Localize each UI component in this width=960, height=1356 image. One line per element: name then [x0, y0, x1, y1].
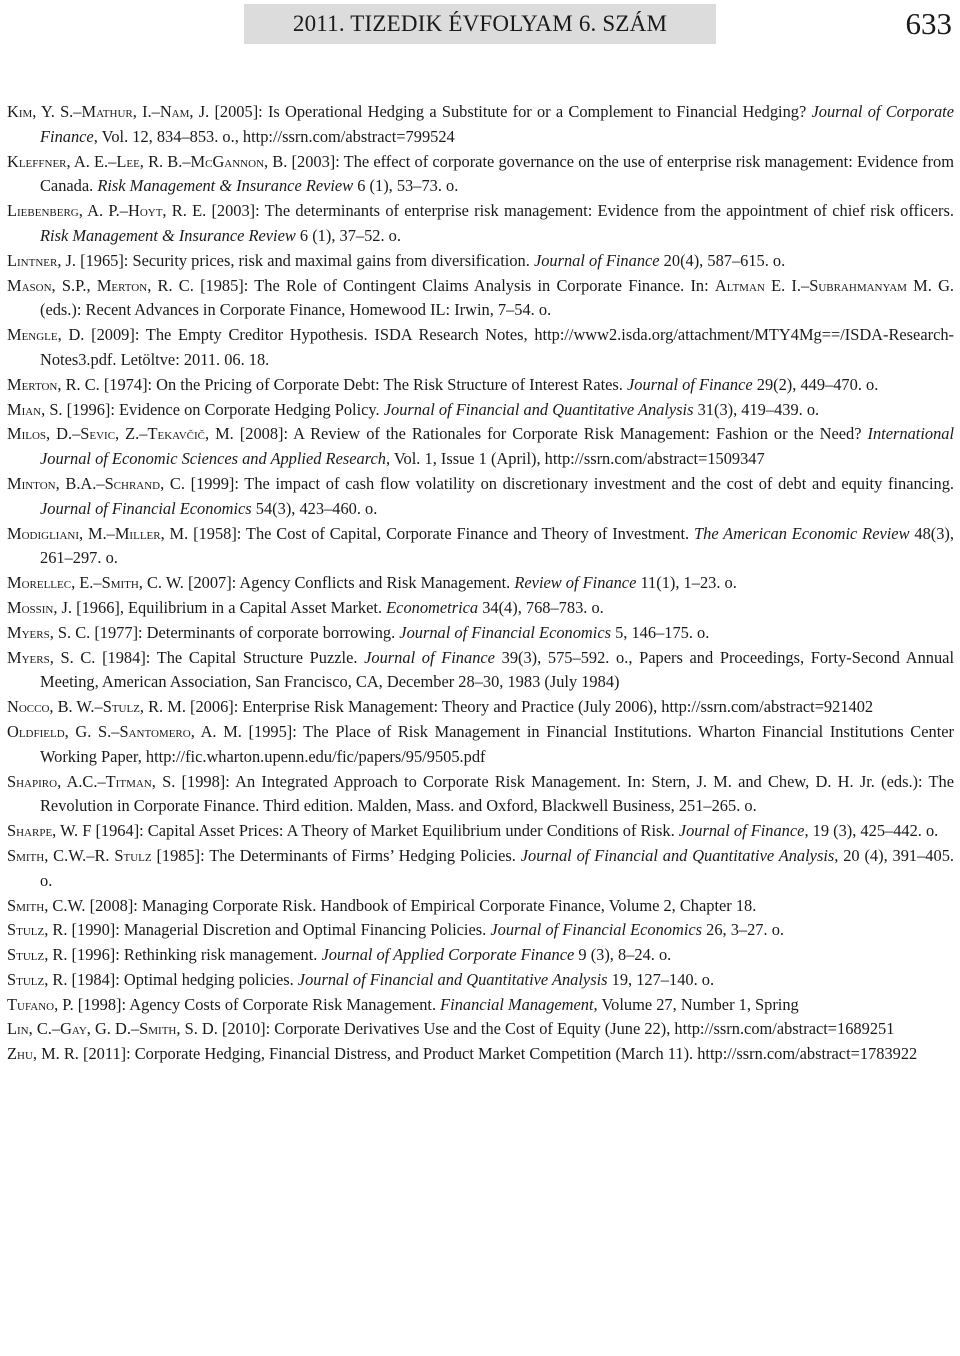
reference-entry: [7, 274, 954, 324]
reference-text: [2008]: A Review of the Rationales for Corporate Risk Management: Fashion or the Need?: [233, 424, 868, 444]
reference-journal: Review of Finance: [514, 573, 637, 593]
reference-entry: [7, 323, 954, 373]
reference-text: [1958]: The Cost of Capital, Corporate Finance and Theory of Investment.: [188, 523, 695, 543]
reference-entry: [7, 422, 954, 472]
reference-author: Sharpe, W. F: [7, 821, 92, 841]
reference-entry: [7, 993, 954, 1018]
reference-entry: [7, 199, 954, 249]
reference-author: Merton, R. C.: [7, 374, 100, 394]
reference-journal: Journal of Corporate Finance: [40, 102, 955, 146]
reference-text: –: [151, 102, 160, 121]
reference-text: [1999]: The impact of cash flow volatility on discretionary investment and the cost of debt and equity financing.: [184, 473, 955, 493]
reference-journal: Econometrica: [386, 597, 479, 617]
reference-text: [1984]: The Capital Structure Puzzle.: [95, 647, 365, 667]
reference-journal: Risk Management & Insurance Review: [97, 176, 354, 196]
reference-text: 19, 127–140. o.: [607, 969, 715, 989]
reference-entry: [7, 819, 954, 844]
reference-author: Miller, M.: [114, 523, 189, 543]
reference-author: Myers, S. C.: [7, 647, 96, 667]
reference-text: 48(3), 261–297. o.: [40, 523, 954, 568]
reference-entry: [7, 100, 954, 150]
reference-author: Smith, S. D.: [139, 1019, 218, 1039]
reference-text: [1996]: Evidence on Corporate Hedging Policy.: [62, 399, 384, 419]
reference-entry: [7, 1042, 954, 1067]
page-number: 633: [905, 6, 952, 41]
reference-entry: [7, 571, 954, 596]
reference-entry: [7, 472, 954, 522]
reference-text: [1965]: Security prices, risk and maximal gains from diversification.: [76, 250, 534, 270]
reference-text: [1996]: Rethinking risk management.: [67, 945, 322, 965]
reference-author: Altman E. I.: [714, 275, 801, 295]
reference-text: –: [51, 1019, 61, 1039]
reference-entry: [7, 720, 954, 770]
reference-text: 5, 146–175. o.: [610, 622, 710, 642]
reference-author: Santomero, A. M.: [119, 721, 242, 741]
reference-author: Myers, S. C.: [7, 622, 91, 642]
reference-journal: Journal of Applied Corporate Finance: [321, 945, 575, 965]
reference-text: –: [97, 771, 106, 791]
reference-entry: [7, 150, 954, 200]
reference-author: Hoyt, R. E.: [127, 201, 207, 221]
journal-issue-label: 2011. TIZEDIK ÉVFOLYAM 6. SZÁM: [292, 11, 668, 36]
reference-entry: [7, 844, 954, 894]
reference-text: –: [93, 573, 102, 593]
reference-entry: [7, 596, 954, 621]
reference-author: Lee, R. B.: [116, 151, 183, 171]
reference-text: 26, 3–27. o.: [702, 920, 784, 940]
reference-text: –: [182, 151, 191, 171]
reference-text: –: [111, 721, 120, 741]
reference-author: Lin, C.: [7, 1019, 52, 1039]
reference-text: 6 (1), 53–73. o.: [353, 176, 459, 196]
reference-text: –: [801, 275, 810, 295]
reference-author: Mian, S.: [7, 399, 63, 419]
reference-text: [1984]: Optimal hedging policies.: [67, 969, 298, 989]
reference-entry: [7, 373, 954, 398]
reference-author: Gay, G. D.: [60, 1019, 131, 1039]
reference-author: Mengle, D.: [7, 325, 85, 345]
reference-author: Mathur, I.: [81, 102, 152, 121]
reference-author: Tekavčič, M.: [147, 424, 234, 444]
reference-author: Smith, C. W.: [101, 573, 184, 593]
reference-text: 31(3), 419–439. o.: [693, 399, 820, 419]
reference-journal: Journal of Financial Economics: [399, 622, 611, 642]
reference-author: Stulz, R.: [7, 969, 68, 989]
reference-text: , 20 (4), 391–405. o.: [40, 845, 954, 890]
reference-author: Lintner, J.: [7, 250, 77, 270]
reference-text: –: [139, 424, 148, 444]
reference-author: Shapiro, A.C.: [7, 771, 98, 791]
reference-entry: [7, 894, 954, 919]
reference-author: Modigliani, M.: [7, 523, 107, 543]
reference-text: [2003]: The effect of corporate governance on the use of enterprise risk management: Evidence from Canada.: [40, 151, 954, 196]
reference-text: [1990]: Managerial Discretion and Optimal Financing Policies.: [67, 920, 491, 940]
reference-journal: Journal of Finance: [678, 821, 805, 841]
reference-text: [2007]: Agency Conflicts and Risk Management.: [183, 573, 515, 593]
reference-text: [1985]: The Determinants of Firms’ Hedging Policies.: [151, 845, 521, 865]
reference-entry: [7, 943, 954, 968]
reference-author: McGannon, B.: [190, 151, 288, 171]
reference-text: –: [119, 201, 128, 221]
reference-author: Stulz, R. M.: [102, 697, 186, 717]
reference-entry: [7, 522, 954, 572]
reference-author: Kim, Y. S.: [7, 102, 74, 121]
reference-journal: Journal of Finance: [627, 374, 753, 394]
reference-text: –: [94, 697, 103, 717]
reference-text: [2008]: Managing Corporate Risk. Handbook of Empirical Corporate Finance, Volume 2, Chapter 18.: [85, 895, 757, 915]
reference-journal: Risk Management & Insurance Review: [40, 225, 296, 245]
reference-text: , Volume 27, Number 1, Spring: [593, 994, 799, 1014]
reference-text: [1977]: Determinants of corporate borrowing.: [90, 622, 400, 642]
reference-text: –: [106, 523, 115, 543]
reference-text: [1995]: The Place of Risk Management in Financial Institutions. Wharton Financial Institutions Center Working Paper, http://fic.wharton.upenn.edu/fic/papers/95/9505.pdf: [40, 721, 954, 766]
reference-entry: [7, 621, 954, 646]
reference-text: –: [73, 102, 82, 121]
reference-entry: [7, 398, 954, 423]
reference-text: [2009]: The Empty Creditor Hypothesis. ISDA Research Notes, http://www2.isda.org/attachment/MTY4Mg==/ISDA-Research-Notes3.pdf. Letöltve: 2011. 06. 18.: [40, 325, 954, 369]
reference-author: Kleffner, A. E.: [7, 151, 109, 171]
reference-text: 9 (3), 8–24. o.: [574, 945, 672, 965]
reference-journal: Journal of Financial Economics: [490, 920, 703, 940]
reference-author: Sevic, Z.: [80, 424, 140, 444]
reference-author: Tufano, P.: [7, 994, 74, 1014]
reference-entry: [7, 695, 954, 720]
reference-text: 20(4), 587–615. o.: [659, 250, 786, 270]
reference-author: Titman, S.: [105, 771, 176, 791]
reference-author: Merton, R. C.: [96, 275, 194, 295]
reference-text: , 19 (3), 425–442. o.: [804, 821, 939, 841]
reference-text: [1974]: On the Pricing of Corporate Debt: The Risk Structure of Interest Rates.: [99, 374, 628, 394]
reference-author: Milos, D.: [7, 424, 73, 444]
reference-author: Smith, C.W.: [7, 845, 87, 865]
reference-journal: Financial Management: [440, 994, 594, 1014]
reference-entry: [7, 770, 954, 820]
reference-author: Mason, S.P.: [7, 275, 87, 295]
reference-text: [1998]: Agency Costs of Corporate Risk Management.: [73, 994, 441, 1014]
reference-text: ,: [86, 275, 97, 295]
reference-author: Minton, B.A.: [7, 473, 97, 493]
reference-text: (eds.): Recent Advances in Corporate Finance, Homewood IL: Irwin, 7–54. o.: [40, 300, 552, 320]
reference-author: Schrand, C.: [104, 473, 185, 493]
reference-text: [1998]: An Integrated Approach to Corporate Risk Management. In: Stern, J. M. and Chew, D. H. Jr. (eds.): The Revolution in Corporate Finance. Third edition. Malden, Mass. and Oxford, Blackwell Business, 251–265. o.: [40, 771, 954, 816]
reference-author: Smith, C.W.: [7, 895, 86, 915]
reference-author: Liebenberg, A. P.: [7, 201, 120, 221]
reference-text: 54(3), 423–460. o.: [251, 498, 378, 518]
reference-author: Nocco, B. W.: [7, 697, 95, 717]
reference-entry: [7, 646, 954, 696]
reference-text: [1964]: Capital Asset Prices: A Theory of Market Equilibrium under Conditions of Risk.: [91, 821, 679, 841]
reference-entry: [7, 968, 954, 993]
reference-journal: Journal of Financial and Quantitative Analysis: [520, 845, 835, 865]
reference-text: [2005]: Is Operational Hedging a Substitute for or a Complement to Financial Hedging?: [209, 102, 812, 121]
reference-author: Mossin, J.: [7, 597, 73, 617]
reference-journal: Journal of Finance: [533, 250, 660, 270]
reference-journal: The American Economic Review: [694, 523, 910, 543]
reference-text: [1985]: The Role of Contingent Claims Analysis in Corporate Finance. In:: [193, 275, 715, 295]
reference-journal: Journal of Financial and Quantitative Analysis: [383, 399, 694, 419]
reference-author: Stulz, R.: [7, 945, 68, 965]
reference-text: –: [130, 1019, 140, 1039]
reference-text: , Vol. 1, Issue 1 (April), http://ssrn.com/abstract=1509347: [385, 449, 765, 469]
reference-entry: [7, 1017, 954, 1042]
reference-text: [2010]: Corporate Derivatives Use and the Cost of Equity (June 22), http://ssrn.com/abstract=1689251: [217, 1019, 895, 1039]
reference-text: –: [86, 845, 95, 865]
reference-text: 39(3), 575–592. o., Papers and Proceedings, Forty-Second Annual Meeting, American Association, San Francisco, CA, December 28–30, 1983 (July 1984): [40, 647, 955, 692]
reference-journal: International Journal of Economic Sciences and Applied Research: [40, 424, 955, 469]
reference-journal: Journal of Finance: [364, 647, 495, 667]
reference-text: [2003]: The determinants of enterprise risk management: Evidence from the appointment of chief risk officers.: [206, 201, 954, 221]
reference-author: Subrahmanyam M. G.: [809, 275, 955, 295]
reference-entry: [7, 249, 954, 274]
reference-author: Oldfield, G. S.: [7, 721, 112, 741]
reference-text: 34(4), 768–783. o.: [478, 597, 604, 617]
reference-author: Nam, J.: [159, 102, 210, 121]
reference-journal: Journal of Financial Economics: [40, 498, 252, 518]
running-header: [244, 4, 716, 44]
reference-text: –: [72, 424, 81, 444]
reference-text: –: [96, 473, 105, 493]
reference-author: Stulz, R.: [7, 920, 68, 940]
reference-author: Zhu, M. R.: [7, 1044, 79, 1064]
reference-list: [7, 100, 954, 1067]
reference-author: Morellec, E.: [7, 573, 94, 593]
reference-author: R. Stulz: [94, 845, 152, 865]
reference-text: [1966], Equilibrium in a Capital Asset Market.: [72, 597, 387, 617]
reference-text: [2006]: Enterprise Risk Management: Theory and Practice (July 2006), http://ssrn.com/abstract=921402: [185, 697, 874, 717]
reference-text: [2011]: Corporate Hedging, Financial Distress, and Product Market Competition (March 11). http://ssrn.com/abstract=1783922: [78, 1044, 918, 1064]
reference-text: –: [108, 151, 117, 171]
reference-entry: [7, 918, 954, 943]
reference-journal: Journal of Financial and Quantitative Analysis: [297, 969, 608, 989]
reference-text: 11(1), 1–23. o.: [636, 573, 737, 593]
reference-text: 29(2), 449–470. o.: [752, 374, 879, 394]
reference-text: 6 (1), 37–52. o.: [295, 225, 401, 245]
reference-text: , Vol. 12, 834–853. o., http://ssrn.com/abstract=799524: [93, 126, 455, 146]
